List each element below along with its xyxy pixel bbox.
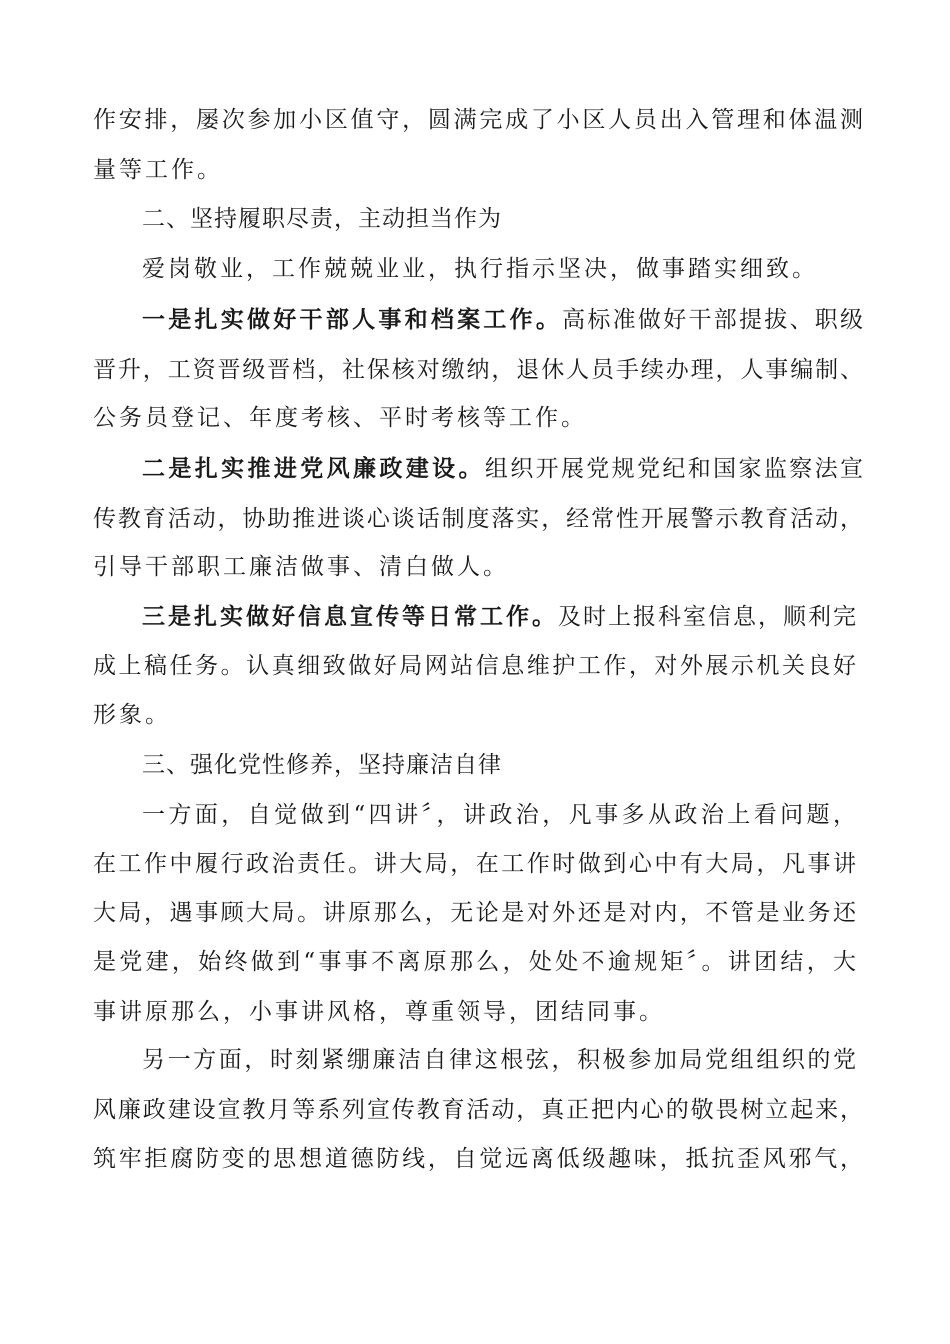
text-line: 传教育活动，协助推进谈心谈话制度落实，经常性开展警示教育活动，: [93, 506, 863, 532]
text-line: 作安排，屡次参加小区值守，圆满完成了小区人员出入管理和体温测: [93, 107, 863, 133]
text-line: 事讲原那么，小事讲风格，尊重领导，团结同事。: [93, 999, 665, 1025]
text-line: 筑牢拒腐防变的思想道德防线，自觉远离低级趣味，抵抗歪风邪气，: [93, 1146, 863, 1172]
text-line: 一方面，自觉做到“四讲〞，讲政治，凡事多从政治上看问题，: [142, 802, 856, 828]
text-line: 另一方面，时刻紧绷廉洁自律这根弦，积极参加局党组组织的党: [142, 1047, 856, 1073]
text-line: 量等工作。: [93, 157, 223, 183]
text-line: 风廉政建设宣教月等系列宣传教育活动，真正把内心的敬畏树立起来，: [93, 1097, 863, 1123]
text-line: 公务员登记、年度考核、平时考核等工作。: [93, 405, 587, 431]
text-line: 成上稿任务。认真细致做好局网站信息维护工作，对外展示机关良好: [93, 653, 856, 679]
text-line: 一是扎实做好干部人事和档案工作。高标准做好干部提拔、职级: [142, 307, 864, 333]
bold-lead: 三是扎实做好信息宣传等日常工作。: [142, 604, 558, 630]
section-heading: 二、坚持履职尽责，主动担当作为: [142, 206, 502, 232]
text-line: 大局，遇事顾大局。讲原那么，无论是对外还是对内，不管是业务还: [93, 900, 856, 926]
text-line: 是党建，始终做到“事事不离原那么，处处不逾规矩〞。讲团结，大: [93, 949, 856, 975]
text-line: 爱岗敬业，工作兢兢业业，执行指示坚决，做事踏实细致。: [142, 256, 818, 282]
text-line: 形象。: [93, 702, 171, 728]
text-line: 三是扎实做好信息宣传等日常工作。及时上报科室信息，顺利完: [142, 604, 856, 630]
bold-lead: 二是扎实推进党风廉政建设。: [142, 456, 485, 482]
bold-lead: 一是扎实做好干部人事和档案工作。: [142, 307, 563, 333]
text-line: 引导干部职工廉洁做事、清白做人。: [93, 554, 509, 580]
text-line: 在工作中履行政治责任。讲大局，在工作时做到心中有大局，凡事讲: [93, 851, 856, 877]
text-line: 二是扎实推进党风廉政建设。组织开展党规党纪和国家监察法宣: [142, 456, 864, 482]
text-line: 晋升，工资晋级晋档，社保核对缴纳，退休人员手续办理，人事编制、: [93, 357, 863, 383]
section-heading: 三、强化党性修养，坚持廉洁自律: [142, 752, 502, 778]
